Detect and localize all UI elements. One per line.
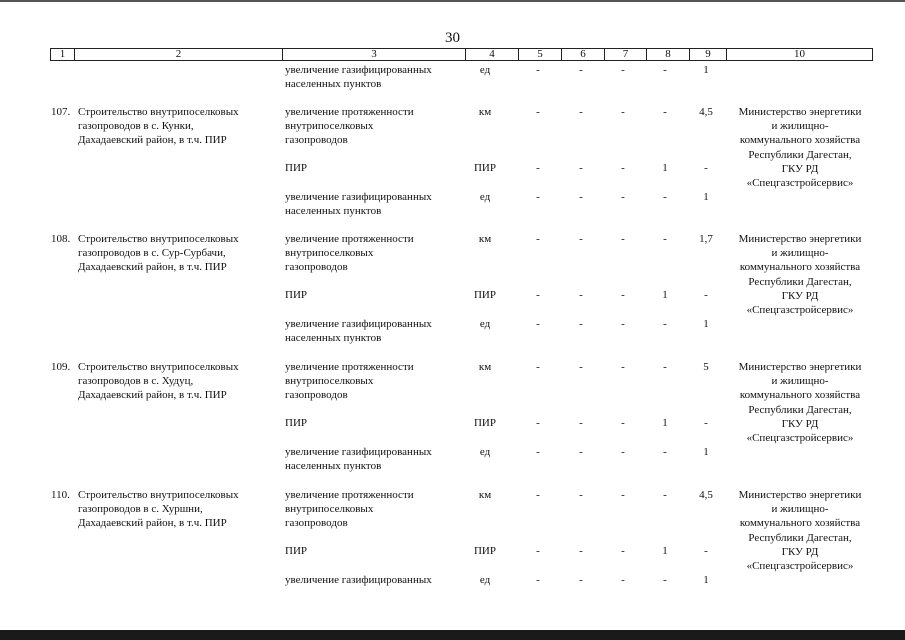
responsible-org-line: и жилищно- [771,503,829,516]
responsible-org-line: ГКУ РД [781,545,819,558]
header-cell-4: 4 [466,49,519,60]
indicator-text: увеличение протяженности [285,106,414,118]
responsible-org-line: коммунального хозяйства [739,389,861,402]
header-cell-10: 10 [794,48,805,60]
indicator-text: увеличение газифицированных [285,574,432,586]
col9-value: 1 [703,64,709,76]
unit-cell: км [478,233,492,245]
col5-value: - [536,162,540,174]
entry-number: 108. [51,233,71,245]
unit-cell: ед [479,574,491,586]
col7-value: - [621,489,625,501]
responsible-org-line: ГКУ РД [781,417,819,430]
indicator-text: населенных пунктов [285,460,382,473]
col8-value: - [663,574,667,586]
responsible-org-line: «Спецгазстройсервис» [746,432,854,444]
col9-value: 1,7 [699,233,713,245]
col7-value: - [621,417,625,429]
entry-number: 109. [51,361,71,373]
col7-value: - [621,574,625,586]
col5-value: - [536,191,540,203]
col8-value: - [663,361,667,373]
responsible-org-line: Республики Дагестан, [748,403,852,416]
header-cell-6: 6 [562,49,605,60]
entry-name-line: Дахадаевский район, в т.ч. ПИР [78,389,227,402]
responsible-org-line: ГКУ РД [781,289,819,302]
col7-value: - [621,446,625,458]
indicator-text: газопроводов [285,261,348,274]
col6-value: - [579,289,583,301]
col5-value: - [536,106,540,118]
indicator-text: ПИР [285,162,308,174]
responsible-org-line: Министерство энергетики [738,489,862,501]
responsible-org-line: и жилищно- [771,375,829,388]
unit-cell: км [478,361,492,373]
indicator-text: внутрипоселковых [285,120,374,133]
indicator-text: внутрипоселковых [285,375,374,388]
unit-cell: ед [479,318,491,330]
entry-name-line: Строительство внутрипоселковых [78,233,239,245]
col6-value: - [579,574,583,586]
col9-value: - [704,417,708,429]
entry-name-line: газопроводов в с. Кунки, [78,120,194,133]
unit-cell: ПИР [473,545,496,557]
col5-value: - [536,64,540,76]
indicator-text: внутрипоселковых [285,247,374,260]
responsible-org-line: коммунального хозяйства [739,517,861,530]
col9-value: 5 [703,361,709,373]
header-cell-1: 1 [51,49,75,60]
col8-value: 1 [662,162,668,174]
entry-name-line: Дахадаевский район, в т.ч. ПИР [78,517,227,530]
unit-cell: ПИР [473,417,496,429]
col6-value: - [579,233,583,245]
header-cell-3: 3 [283,49,466,60]
entry-name-line: Дахадаевский район, в т.ч. ПИР [78,261,227,274]
unit-cell: ПИР [473,162,496,174]
header-cell-7: 7 [605,49,647,60]
col9-value: 1 [703,318,709,330]
entry-number: 107. [51,106,71,118]
responsible-org-line: и жилищно- [771,120,829,133]
responsible-org-line: ГКУ РД [781,162,819,175]
entry-name-line: Строительство внутрипоселковых [78,106,239,118]
indicator-text: внутрипоселковых [285,503,374,516]
unit-cell: ПИР [473,289,496,301]
col7-value: - [621,106,625,118]
col6-value: - [579,489,583,501]
unit-cell: ед [479,446,491,458]
indicator-text: газопроводов [285,517,348,530]
table-header-row [50,48,873,61]
col8-value: - [663,446,667,458]
indicator-text: увеличение протяженности [285,489,414,501]
responsible-org-line: «Спецгазстройсервис» [746,304,854,316]
responsible-org-line: Министерство энергетики [738,361,862,373]
col9-value: - [704,545,708,557]
col7-value: - [621,545,625,557]
indicator-text: увеличение газифицированных населенных пунктов [285,64,432,91]
col8-value: - [663,106,667,118]
col7-value: - [621,162,625,174]
entry-name-line: газопроводов в с. Хуршни, [78,503,203,516]
unit-cell: км [478,489,492,501]
indicator-text: увеличение газифицированных [285,191,432,203]
entry-name-line: газопроводов в с. Худуц, [78,375,194,388]
entry-name-line: газопроводов в с. Сур-Сурбачи, [78,247,226,260]
col6-value: - [579,545,583,557]
col6-value: - [579,361,583,373]
col7-value: - [621,64,625,76]
page-number: 30 [445,30,460,46]
col8-value: - [663,318,667,330]
entry-number: 110. [51,489,70,501]
col8-value: 1 [662,545,668,557]
col6-value: - [579,446,583,458]
col5-value: - [536,361,540,373]
entry-name-line: Строительство внутрипоселковых [78,489,239,501]
scan-top-edge [0,0,905,2]
header-cell-9: 9 [690,49,727,60]
col6-value: - [579,417,583,429]
col7-value: - [621,191,625,203]
indicator-text: увеличение газифицированных [285,446,432,458]
header-cell-2: 2 [75,49,283,60]
indicator-text: населенных пунктов [285,332,382,345]
unit-cell: ед [479,64,491,76]
col9-value: - [704,162,708,174]
col8-value: - [663,191,667,203]
col6-value: - [579,162,583,174]
col7-value: - [621,233,625,245]
responsible-org-line: Министерство энергетики [738,233,862,245]
entry-name-line: Дахадаевский район, в т.ч. ПИР [78,134,227,147]
col9-value: 4,5 [699,106,713,118]
responsible-org-line: Республики Дагестан, [748,148,852,161]
header-cell-5: 5 [519,49,562,60]
responsible-org-line: коммунального хозяйства [739,261,861,274]
col8-value: 1 [662,289,668,301]
indicator-text: увеличение протяженности [285,361,414,373]
col8-value: - [663,64,667,76]
col8-value: 1 [662,417,668,429]
col5-value: - [536,417,540,429]
col6-value: - [579,106,583,118]
col9-value: 4,5 [699,489,713,501]
responsible-org-line: «Спецгазстройсервис» [746,177,854,189]
indicator-text: увеличение протяженности [285,233,414,245]
indicator-text: ПИР [285,545,308,557]
col7-value: - [621,361,625,373]
indicator-text: газопроводов [285,389,348,402]
responsible-org-line: Республики Дагестан, [748,275,852,288]
responsible-org-line: Республики Дагестан, [748,531,852,544]
col9-value: 1 [703,574,709,586]
unit-cell: км [478,106,492,118]
col9-value: 1 [703,446,709,458]
unit-cell: ед [479,191,491,203]
col5-value: - [536,574,540,586]
col7-value: - [621,318,625,330]
scan-bottom-edge [0,630,905,640]
col7-value: - [621,289,625,301]
entry-name-line: Строительство внутрипоселковых [78,361,239,373]
header-cell-8: 8 [647,49,690,60]
col6-value: - [579,64,583,76]
col9-value: 1 [703,191,709,203]
col5-value: - [536,289,540,301]
responsible-org-line: «Спецгазстройсервис» [746,560,854,572]
responsible-org-line: коммунального хозяйства [739,134,861,147]
col8-value: - [663,489,667,501]
indicator-text: увеличение газифицированных [285,318,432,330]
col5-value: - [536,233,540,245]
responsible-org-line: и жилищно- [771,247,829,260]
col8-value: - [663,233,667,245]
indicator-text: населенных пунктов [285,205,382,218]
col5-value: - [536,545,540,557]
indicator-text: ПИР [285,289,308,301]
col5-value: - [536,318,540,330]
indicator-text: газопроводов [285,134,348,147]
col6-value: - [579,191,583,203]
col6-value: - [579,318,583,330]
indicator-text: ПИР [285,417,308,429]
col9-value: - [704,289,708,301]
col5-value: - [536,446,540,458]
col5-value: - [536,489,540,501]
responsible-org-line: Министерство энергетики [738,106,862,118]
